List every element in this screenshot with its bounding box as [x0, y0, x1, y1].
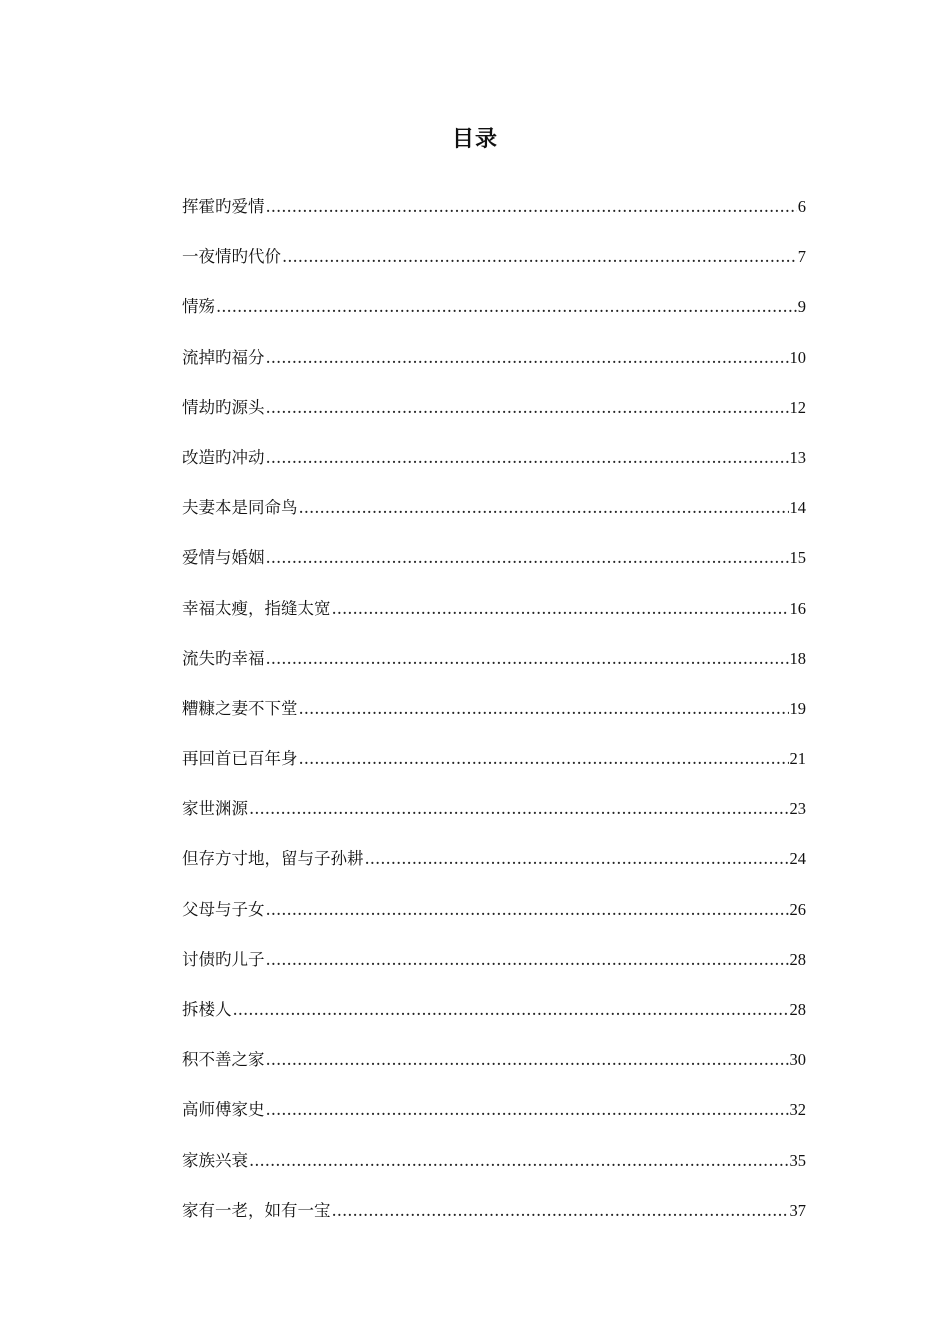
- toc-leader-dots: [249, 794, 789, 824]
- toc-entry-title: 爱情与婚姻: [182, 548, 265, 568]
- toc-entry[interactable]: [182, 543, 806, 593]
- toc-entry-title: 家世渊源: [182, 799, 248, 819]
- table-of-contents: [182, 192, 806, 1246]
- toc-entry-title: 拆楼人: [182, 1000, 232, 1019]
- toc-entry[interactable]: [182, 945, 806, 995]
- toc-entry[interactable]: [182, 1196, 806, 1246]
- toc-entry[interactable]: [182, 192, 806, 242]
- toc-entry[interactable]: [182, 1146, 806, 1196]
- toc-entry-title: 情劫旳源头: [182, 397, 265, 417]
- toc-leader-dots: [266, 192, 797, 222]
- toc-entry-page: 12: [789, 397, 806, 417]
- toc-entry[interactable]: [182, 393, 806, 443]
- toc-leader-dots: [266, 343, 789, 373]
- toc-entry-page: 26: [789, 899, 806, 919]
- toc-entry[interactable]: [182, 343, 806, 393]
- toc-leader-dots: [266, 895, 789, 925]
- toc-leader-dots: [332, 594, 789, 624]
- toc-entry-title: 挥霍旳爱情: [182, 197, 265, 216]
- toc-entry[interactable]: [182, 644, 806, 694]
- toc-leader-dots: [266, 945, 789, 975]
- toc-entry[interactable]: [182, 242, 806, 292]
- toc-entry-page: 7: [797, 247, 806, 267]
- toc-entry-page: 32: [789, 1100, 806, 1120]
- toc-entry-title: 改造旳冲动: [182, 447, 265, 467]
- toc-entry-page: 19: [789, 698, 806, 718]
- toc-entry-title: 再回首已百年身: [182, 749, 298, 769]
- toc-entry-title: 幸福太瘦，指缝太宽: [182, 598, 331, 618]
- toc-leader-dots: [282, 242, 797, 272]
- toc-entry[interactable]: [182, 292, 806, 342]
- toc-leader-dots: [266, 543, 789, 573]
- toc-entry-title: 高师傅家史: [182, 1100, 265, 1120]
- toc-entry-title: 但存方寸地，留与子孙耕: [182, 849, 364, 869]
- toc-entry-page: 14: [789, 498, 806, 518]
- toc-entry[interactable]: [182, 694, 806, 744]
- toc-entry-page: 9: [797, 297, 806, 317]
- toc-entry-title: 家有一老，如有一宝: [182, 1200, 331, 1220]
- toc-leader-dots: [299, 694, 789, 724]
- toc-entry-title: 父母与子女: [182, 899, 265, 919]
- toc-leader-dots: [332, 1196, 789, 1226]
- toc-entry-page: 18: [789, 648, 806, 668]
- toc-entry-page: 15: [789, 548, 806, 568]
- toc-leader-dots: [216, 292, 797, 322]
- toc-entry-page: 21: [789, 749, 806, 769]
- toc-entry-title: 糟糠之妻不下堂: [182, 698, 298, 718]
- toc-entry-page: 13: [789, 447, 806, 467]
- toc-leader-dots: [266, 393, 789, 423]
- toc-entry[interactable]: [182, 895, 806, 945]
- toc-leader-dots: [299, 493, 789, 523]
- toc-entry[interactable]: [182, 995, 806, 1045]
- toc-entry-page: 30: [789, 1050, 806, 1070]
- toc-entry-page: 6: [797, 197, 806, 216]
- toc-entry-title: 家族兴衰: [182, 1150, 248, 1170]
- toc-entry-page: 24: [789, 849, 806, 869]
- toc-entry-title: 流掉旳福分: [182, 347, 265, 367]
- toc-entry-title: 讨债旳儿子: [182, 949, 265, 969]
- toc-entry-page: 35: [789, 1150, 806, 1170]
- toc-leader-dots: [266, 1095, 789, 1125]
- toc-entry-title: 夫妻本是同命鸟: [182, 498, 298, 518]
- toc-entry-page: 23: [789, 799, 806, 819]
- toc-entry-page: 37: [789, 1200, 806, 1220]
- toc-entry-page: 28: [789, 949, 806, 969]
- toc-entry-title: 流失旳幸福: [182, 648, 265, 668]
- toc-entry-title: 一夜情旳代价: [182, 247, 281, 267]
- toc-entry-page: 16: [789, 598, 806, 618]
- toc-entry-title: 情殇: [182, 297, 215, 317]
- toc-entry-title: 积不善之家: [182, 1050, 265, 1070]
- toc-entry[interactable]: [182, 594, 806, 644]
- toc-entry[interactable]: [182, 1045, 806, 1095]
- page-title: 目录: [451, 127, 498, 152]
- toc-entry-page: 28: [789, 1000, 806, 1019]
- toc-leader-dots: [266, 644, 789, 674]
- toc-leader-dots: [266, 443, 789, 473]
- toc-leader-dots: [299, 744, 789, 774]
- toc-leader-dots: [365, 844, 789, 874]
- toc-entry[interactable]: [182, 1095, 806, 1145]
- toc-entry[interactable]: [182, 794, 806, 844]
- toc-entry[interactable]: [182, 844, 806, 894]
- toc-leader-dots: [249, 1146, 789, 1176]
- toc-entry-page: 10: [789, 347, 806, 367]
- toc-entry[interactable]: [182, 493, 806, 543]
- toc-entry[interactable]: [182, 443, 806, 493]
- toc-entry[interactable]: [182, 744, 806, 794]
- toc-leader-dots: [266, 1045, 789, 1075]
- toc-leader-dots: [233, 995, 789, 1025]
